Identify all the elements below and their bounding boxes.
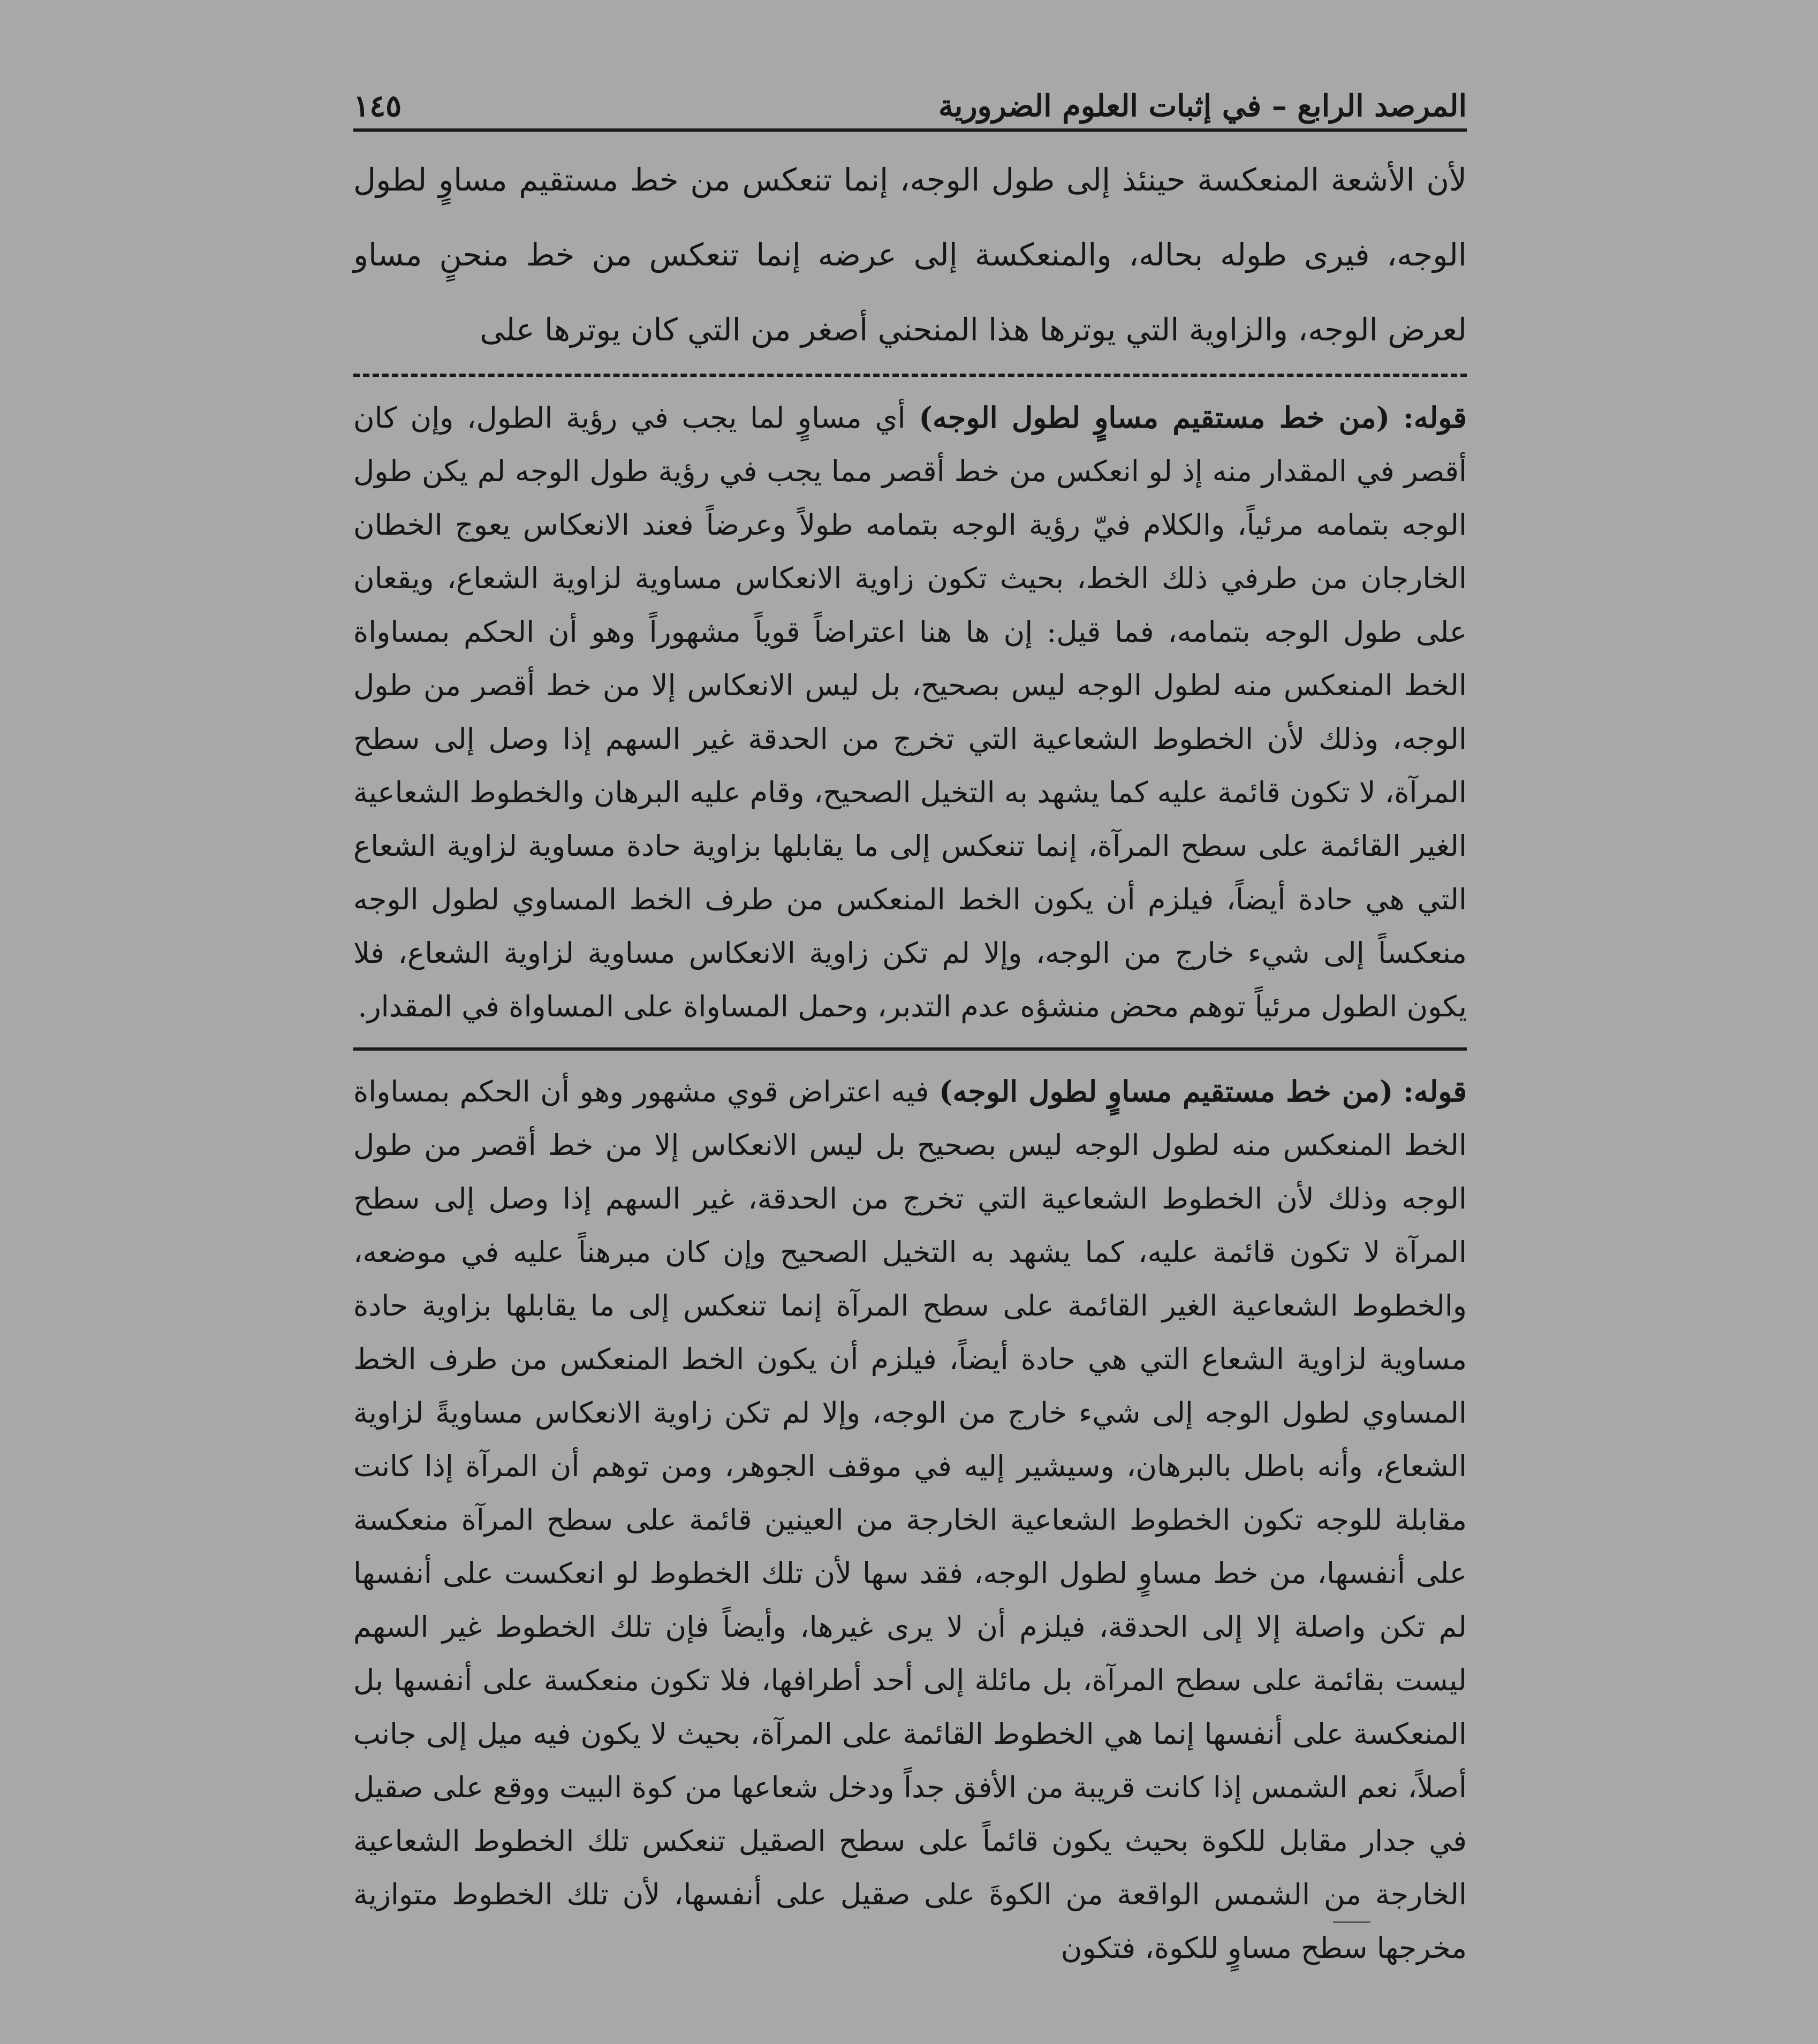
- commentary-first: [353, 391, 1467, 1034]
- commentary-lead: قوله:: [1403, 1074, 1467, 1108]
- main-text-paragraph: لأن الأشعة المنعكسة حينئذ إلى طول الوجه، إنما تنعكس من خط مستقيم مساوٍ لطول الوجه، فيرى طوله بحاله، والمنعكسة إلى عرضه إنما تنعكس من خط منحنٍ مساو لعرض الوجه، والزاوية التي يوترها هذا المنحني أصغر من التي كان يوترها على: [353, 162, 1467, 348]
- chapter-title: المرصد الرابع – في إثبات العلوم الضرورية: [938, 88, 1467, 124]
- book-page: [353, 80, 1467, 1975]
- commentary-quote: (من خط مستقيم مساوٍ لطول الوجه): [938, 1074, 1393, 1108]
- commentary-second: [353, 1065, 1467, 1975]
- commentary-paragraph: [353, 1065, 1467, 1975]
- running-header: [353, 80, 1467, 132]
- page-number: ١٤٥: [353, 88, 402, 124]
- commentary-quote: (من خط مستقيم مساوٍ لطول الوجه): [919, 400, 1390, 435]
- commentary-body: فيه اعتراض قوي مشهور وهو أن الحكم بمساواة الخط المنعكس منه لطول الوجه ليس بصحيح بل ليس الانعكاس إلا من خط أقصر من طول الوجه وذلك لأن الخطوط الشعاعية التي تخرج من الحدقة، غير السهم إذا وصل إلى سطح المرآة لا تكون قائمة عليه، كما يشهد به التخيل الصحيح وإن كان مبرهناً عليه في موضعه، والخطوط الشعاعية الغير القائمة على سطح المرآة إنما تنعكس إلى ما يقابلها بزاوية حادة مساوية لزاوية الشعاع التي هي حادة أيضاً، فيلزم أن يكون الخط المنعكس من طرف الخط المساوي لطول الوجه إلى شيء خارج من الوجه، وإلا لم تكن زاوية الانعكاس مساويةً لزاوية الشعاع، وأنه باطل بالبرهان، وسيشير إليه في موقف الجوهر، ومن توهم أن المرآة إذا كانت مقابلة للوجه تكون الخطوط الشعاعية الخارجة من العينين قائمة على سطح المرآة منعكسة على أنفسها، من خط مساوٍ لطول الوجه، فقد سها لأن تلك الخطوط لو انعكست على أنفسها لم تكن واصلة إلا إلى الحدقة، فيلزم أن لا يرى غيرها، وأيضاً فإن تلك الخطوط غير السهم ليست بقائمة على سطح المرآة، بل مائلة إلى أحد أطرافها، فلا تكون منعكسة على أنفسها بل المنعكسة على أنفسها إنما هي الخطوط القائمة على المرآة، بحيث لا يكون فيه ميل إلى جانب أصلاً، نعم الشمس إذا كانت قريبة من الأفق جداً ودخل شعاعها من كوة البيت ووقع على صقيل في جدار مقابل للكوة بحيث يكون قائماً على سطح الصقيل تنعكس تلك الخطوط الشعاعية الخارجة من الشمس الواقعة من الكوةَ على صقيل على أنفسها، لأن تلك الخطوط متوازية مخرجها سطح مساوٍ للكوة، فتكون: [353, 1075, 1467, 1965]
- bottom-mark: [1333, 1921, 1370, 1923]
- main-text-block: [353, 142, 1467, 367]
- commentary-body: أي مساوٍ لما يجب في رؤية الطول، وإن كان أقصر في المقدار منه إذ لو انعكس من خط أقصر مما يجب في رؤية طول الوجه لم يكن طول الوجه بتمامه مرئياً، والكلام فيّ رؤية الوجه بتمامه طولاً وعرضاً فعند الانعكاس يعوج الخطان الخارجان من طرفي ذلك الخط، بحيث تكون زاوية الانعكاس مساوية لزاوية الشعاع، ويقعان على طول الوجه بتمامه، فما قيل: إن ها هنا اعتراضاً قوياً مشهوراً وهو أن الحكم بمساواة الخط المنعكس منه لطول الوجه ليس بصحيح، بل ليس الانعكاس إلا من خط أقصر من طول الوجه، وذلك لأن الخطوط الشعاعية التي تخرج من الحدقة غير السهم إذا وصل إلى سطح المرآة، لا تكون قائمة عليه كما يشهد به التخيل الصحيح، وقام عليه البرهان والخطوط الشعاعية الغير القائمة على سطح المرآة، إنما تنعكس إلى ما يقابلها بزاوية حادة مساوية لزاوية الشعاع التي هي حادة أيضاً، فيلزم أن يكون الخط المنعكس من طرف الخط المساوي لطول الوجه منعكساً إلى شيء خارج من الوجه، وإلا لم تكن زاوية الانعكاس مساوية لزاوية الشعاع، فلا يكون الطول مرئياً توهم محض منشؤه عدم التدبر، وحمل المساواة على المساواة في المقدار.: [353, 401, 1467, 1023]
- commentary-lead: قوله:: [1403, 400, 1467, 435]
- commentary-paragraph: [353, 391, 1467, 1034]
- solid-separator: [353, 1047, 1467, 1051]
- dashed-separator: [353, 374, 1467, 377]
